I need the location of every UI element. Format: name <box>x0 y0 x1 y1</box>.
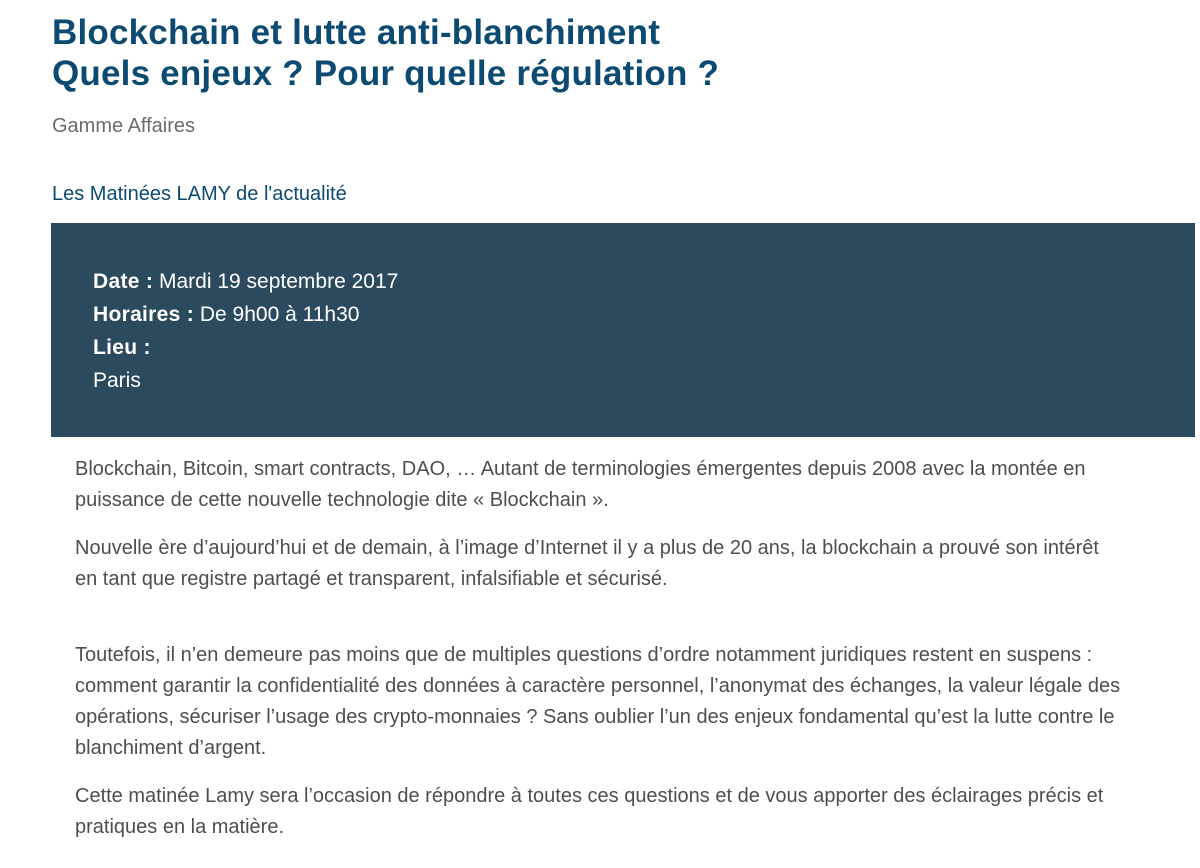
page-title-line-1: Blockchain et lutte anti-blanchiment <box>52 13 661 52</box>
event-place-value: Paris <box>93 369 141 392</box>
event-hours-label: Horaires : <box>93 303 195 326</box>
description-paragraph <box>75 781 1175 843</box>
event-description <box>75 454 1175 843</box>
event-date-value: Mardi 19 septembre 2017 <box>153 270 399 293</box>
description-line: Nouvelle ère d’aujourd’hui et de demain, à l’image d’Internet il y a plus de 20 ans, la blockchain a prouvé son intérêt <box>75 537 1099 559</box>
event-hours-value: De 9h00 à 11h30 <box>194 303 360 326</box>
description-line: Blockchain, Bitcoin, smart contracts, DAO, … Autant de terminologies émergentes depuis 2008 avec la montée en <box>75 458 1086 480</box>
description-paragraph <box>75 454 1175 516</box>
description-line: blanchiment d’argent. <box>75 737 267 759</box>
page-title <box>52 12 719 94</box>
page-title-line-2: Quels enjeux ? Pour quelle régulation ? <box>52 54 720 93</box>
description-line: puissance de cette nouvelle technologie dite « Blockchain ». <box>75 489 609 511</box>
description-paragraph <box>75 533 1175 595</box>
description-line: comment garantir la confidentialité des données à caractère personnel, l’anonymat des échanges, la valeur légale des <box>75 675 1121 697</box>
description-line: Cette matinée Lamy sera l’occasion de répondre à toutes ces questions et de vous apporter des éclairages précis et <box>75 785 1104 807</box>
description-paragraph <box>75 640 1175 764</box>
event-hours <box>93 298 398 331</box>
event-place-label: Lieu : <box>93 336 151 359</box>
product-range-label: Gamme Affaires <box>52 115 196 137</box>
event-place <box>93 331 398 364</box>
description-line: Toutefois, il n’en demeure pas moins que de multiples questions d’ordre notamment juridiques restent en suspens : <box>75 644 1093 666</box>
category-link[interactable]: Les Matinées LAMY de l'actualité <box>52 183 347 205</box>
event-date <box>93 265 398 298</box>
description-line: en tant que registre partagé et transparent, infalsifiable et sécurisé. <box>75 568 668 590</box>
description-line: opérations, sécuriser l’usage des crypto-monnaies ? Sans oublier l’un des enjeux fondamental qu’est la lutte contre le <box>75 706 1115 728</box>
event-info-lines <box>93 265 398 397</box>
description-line: pratiques en la matière. <box>75 816 285 838</box>
event-date-label: Date : <box>93 270 154 293</box>
event-info-box <box>51 223 1195 437</box>
